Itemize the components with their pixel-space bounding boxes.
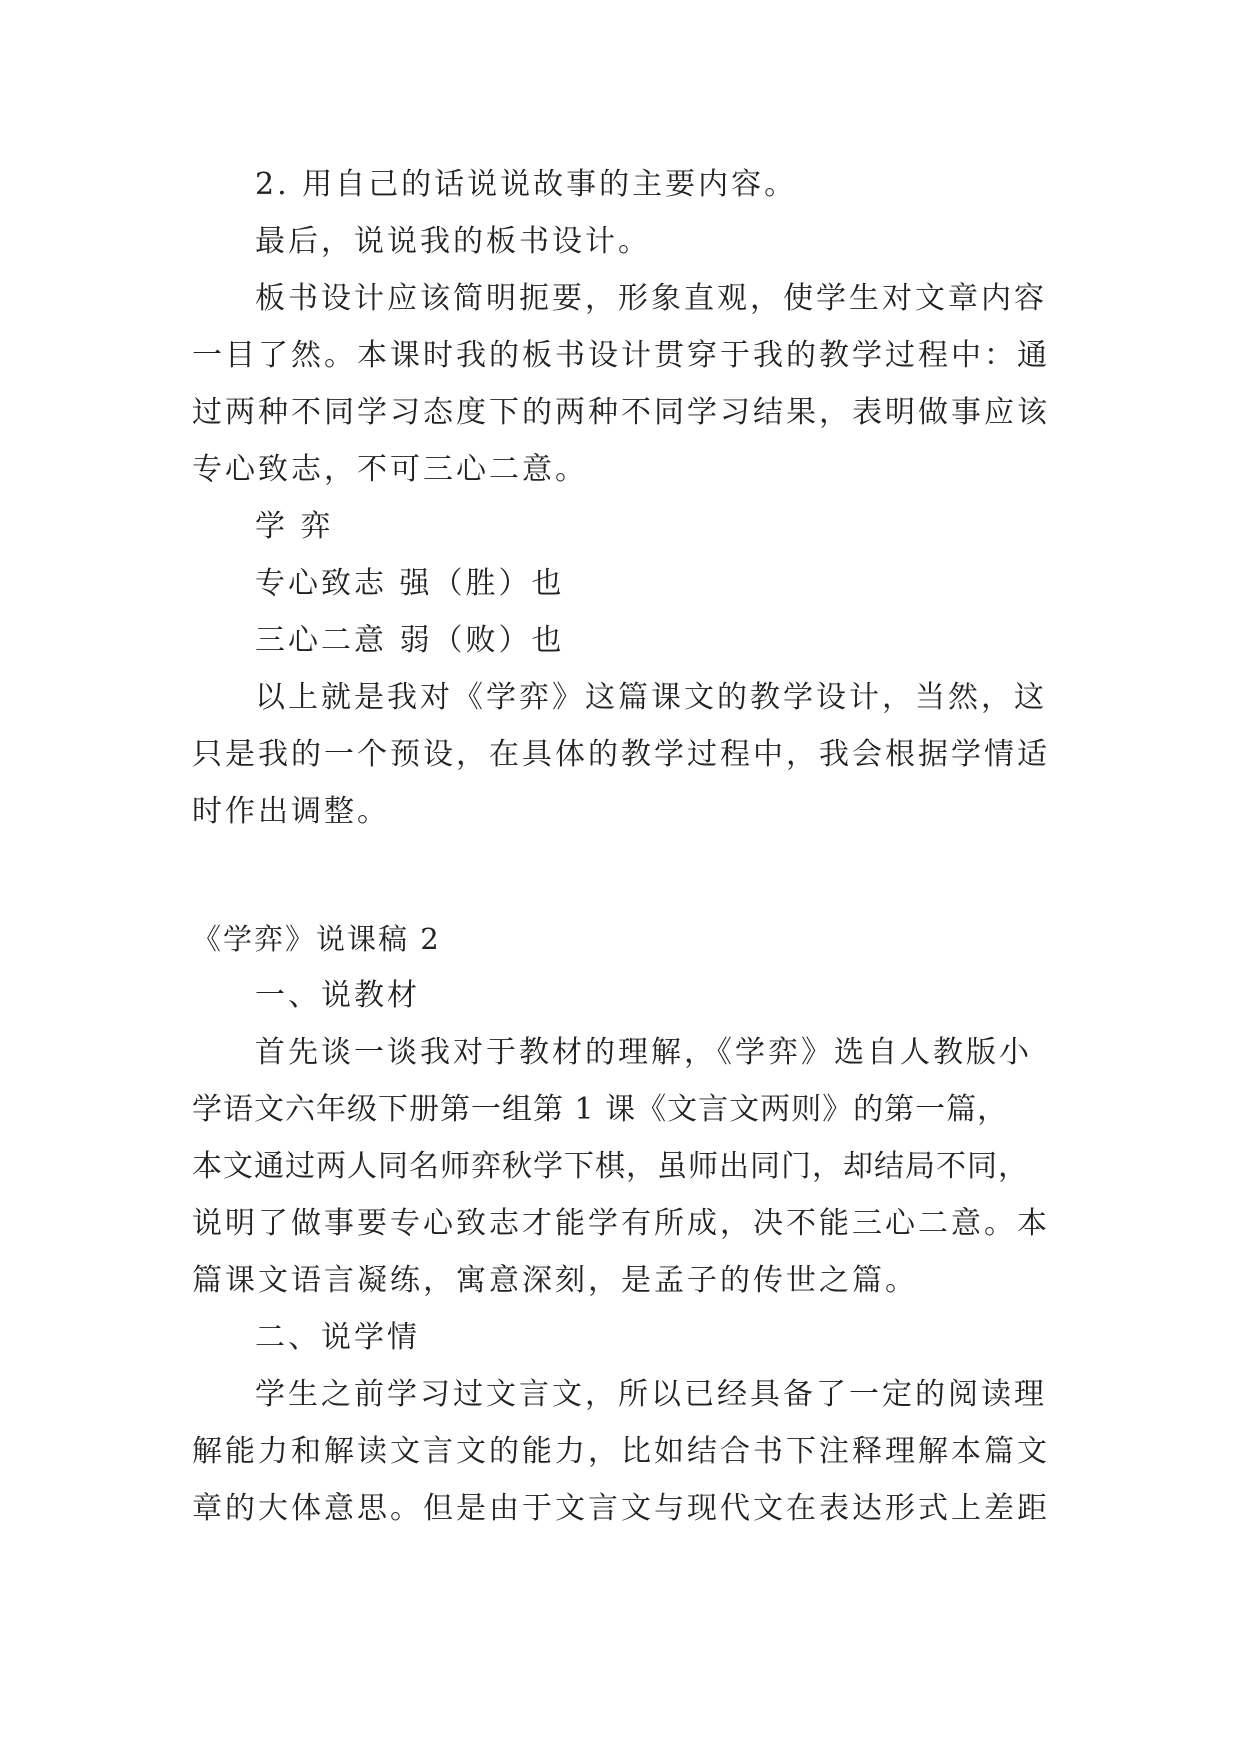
item-2-text: 2. 用自己的话说说故事的主要内容。 (255, 167, 798, 202)
part-2-para-line-3: 章的大体意思。但是由于文言文与现代文在表达形式上差距 (192, 1491, 1050, 1526)
closing-para-line-1: 以上就是我对《学弈》这篇课文的教学设计，当然，这 (255, 680, 1047, 715)
section-title: 《学弈》说课稿 2 (192, 922, 441, 956)
part-1-para-line-4: 说明了做事要专心致志才能学有所成，决不能三心二意。本 (192, 1206, 1050, 1241)
board-title: 学 弈 (255, 509, 334, 544)
board-row-1: 专心致志 强（胜）也 (255, 566, 565, 601)
part-2-para-line-2: 解能力和解读文言文的能力，比如结合书下注释理解本篇文 (192, 1434, 1050, 1469)
board-design-para-line-1: 板书设计应该简明扼要，形象直观，使学生对文章内容 (255, 281, 1047, 316)
board-design-para-line-4: 专心致志，不可三心二意。 (192, 452, 588, 487)
part-1-para-line-1: 首先谈一谈我对于教材的理解，《学弈》选自人教版小 (255, 1035, 1032, 1070)
closing-para-line-3: 时作出调整。 (192, 794, 390, 829)
part-1-para-line-5: 篇课文语言凝练，寓意深刻，是孟子的传世之篇。 (192, 1263, 918, 1298)
part-1-para-line-2: 学语文六年级下册第一组第 1 课《文言文两则》的第一篇， (192, 1092, 1009, 1127)
board-design-para-line-2: 一目了然。本课时我的板书设计贯穿于我的教学过程中：通 (192, 338, 1050, 373)
part-1-para-line-3: 本文通过两人同名师弈秋学下棋，虽师出同门，却结局不同， (192, 1149, 1029, 1184)
part-1-heading: 一、说教材 (255, 978, 420, 1013)
closing-para-line-2: 只是我的一个预设，在具体的教学过程中，我会根据学情适 (192, 737, 1050, 772)
board-row-2: 三心二意 弱（败）也 (255, 623, 565, 658)
part-2-para-line-1: 学生之前学习过文言文，所以已经具备了一定的阅读理 (255, 1377, 1047, 1412)
board-design-para-line-3: 过两种不同学习态度下的两种不同学习结果，表明做事应该 (192, 395, 1050, 430)
finally-text: 最后，说说我的板书设计。 (255, 224, 651, 259)
part-2-heading: 二、说学情 (255, 1320, 420, 1355)
